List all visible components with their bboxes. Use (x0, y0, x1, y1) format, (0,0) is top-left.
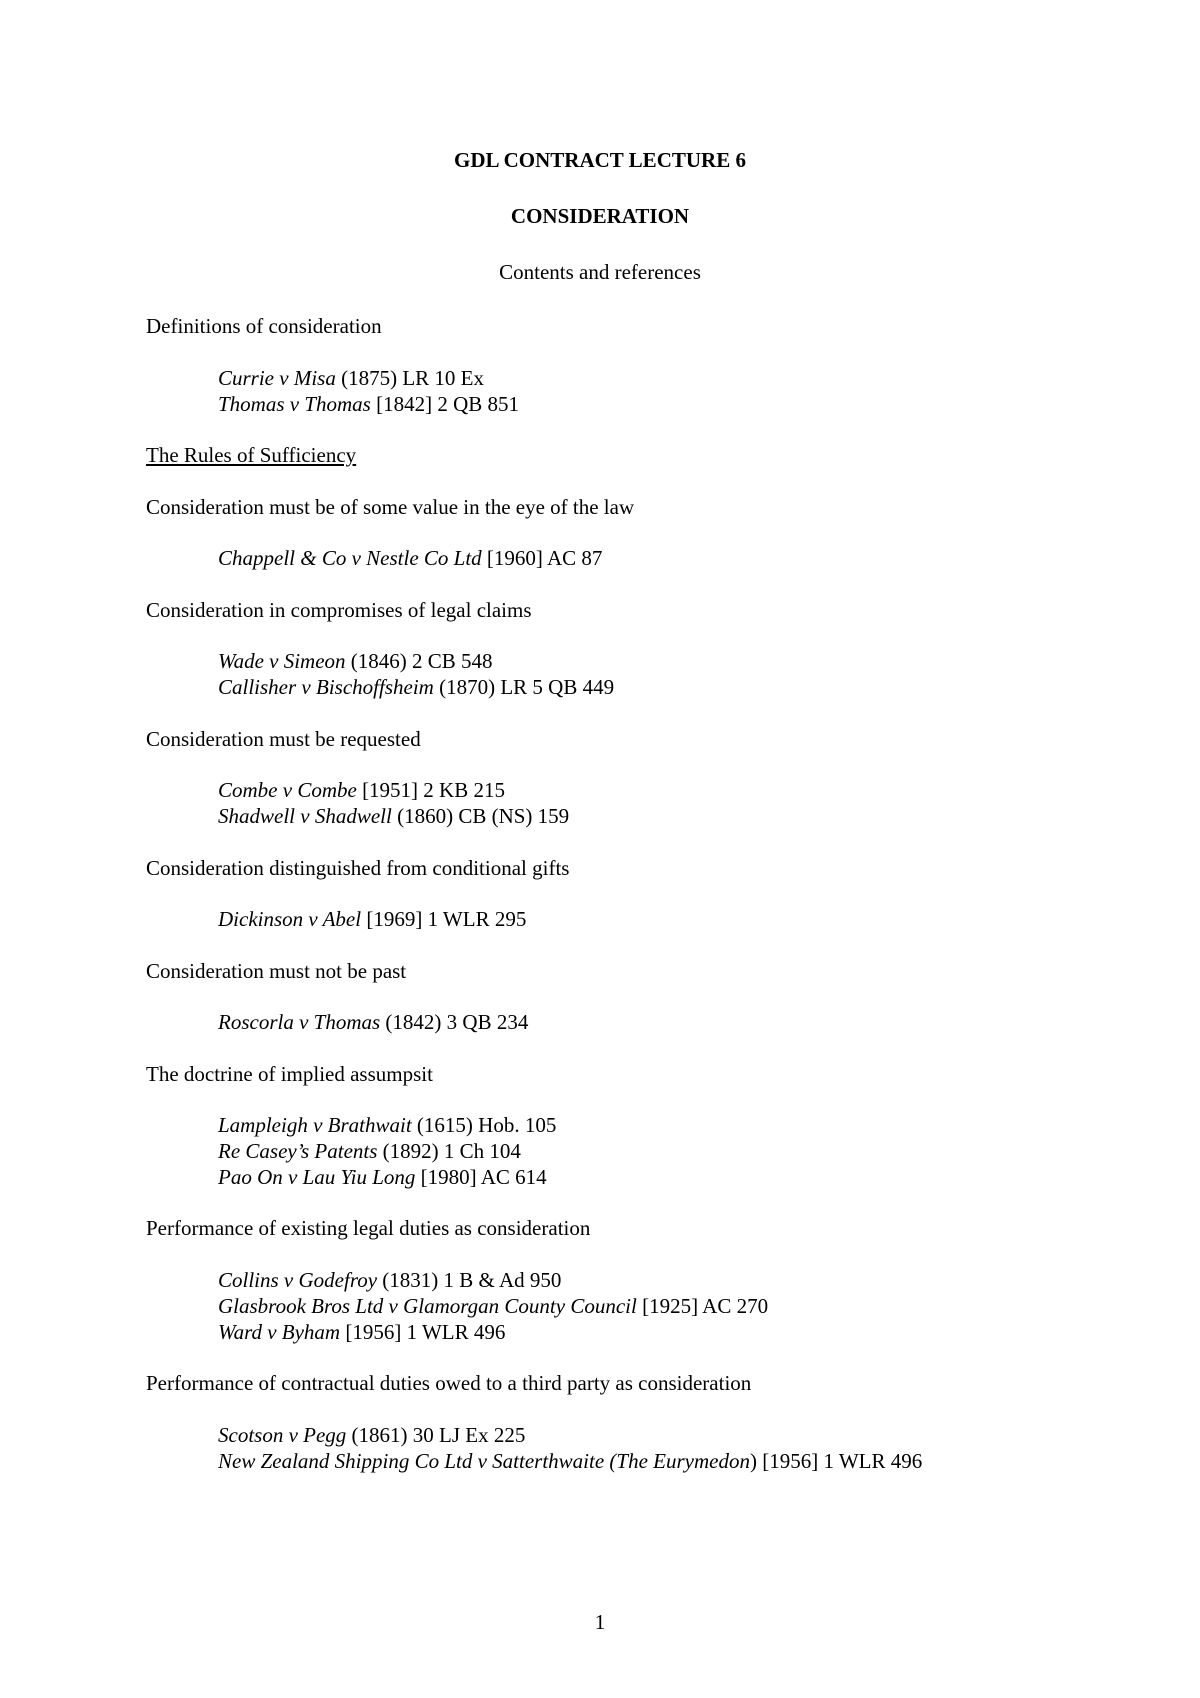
case-reference (218, 391, 519, 417)
section-heading-underlined: The Rules of Sufficiency (146, 443, 357, 467)
case-citation: (1615) Hob. 105 (411, 1113, 557, 1137)
case-citation: ) [1956] 1 WLR 496 (749, 1449, 923, 1473)
case-citation: [1956] 1 WLR 496 (340, 1320, 506, 1344)
case-reference (218, 674, 614, 700)
case-reference (218, 777, 505, 803)
case-name: Thomas v Thomas (218, 392, 371, 416)
case-name: Ward v Byham (218, 1320, 341, 1344)
document-subtitle: CONSIDERATION (510, 204, 690, 228)
case-name: Shadwell v Shadwell (218, 804, 392, 828)
section-heading: Definitions of consideration (146, 314, 382, 338)
case-name: Roscorla v Thomas (218, 1010, 381, 1034)
case-citation: [1969] 1 WLR 295 (361, 907, 527, 931)
case-reference (218, 1138, 521, 1164)
case-name: Scotson v Pegg (218, 1423, 347, 1447)
case-name: Re Casey’s Patents (218, 1139, 378, 1163)
section-heading: Consideration must be requested (146, 727, 421, 751)
case-citation: (1870) LR 5 QB 449 (433, 675, 615, 699)
section-heading: Performance of contractual duties owed to a third party as consideration (146, 1371, 752, 1395)
case-citation: (1831) 1 B & Ad 950 (377, 1268, 562, 1292)
case-reference (218, 1267, 561, 1293)
case-reference (218, 1164, 547, 1190)
document-title: GDL CONTRACT LECTURE 6 (454, 148, 746, 172)
section-heading: The doctrine of implied assumpsit (146, 1062, 433, 1086)
case-reference (218, 1319, 505, 1345)
section-heading: Consideration must be of some value in the eye of the law (146, 495, 635, 519)
section-heading: Consideration must not be past (146, 959, 407, 983)
case-citation: (1892) 1 Ch 104 (377, 1139, 521, 1163)
case-reference (218, 545, 602, 571)
case-citation: (1842) 3 QB 234 (380, 1010, 529, 1034)
case-citation: [1842] 2 QB 851 (370, 392, 520, 416)
case-name: New Zealand Shipping Co Ltd v Satterthwaite ( (218, 1449, 617, 1473)
section-heading: Consideration in compromises of legal claims (146, 598, 532, 622)
case-reference (218, 1112, 556, 1138)
section-heading: Performance of existing legal duties as consideration (146, 1216, 591, 1240)
case-alias: The Eurymedon (616, 1449, 750, 1473)
case-reference (218, 1422, 525, 1448)
case-reference (218, 803, 569, 829)
case-citation: (1846) 2 CB 548 (345, 649, 493, 673)
case-name: Glasbrook Bros Ltd v Glamorgan County Council (218, 1294, 637, 1318)
case-name: Callisher v Bischoffsheim (218, 675, 434, 699)
case-reference (218, 1009, 528, 1035)
case-reference (218, 906, 526, 932)
case-name: Collins v Godefroy (218, 1268, 378, 1292)
case-reference (218, 648, 493, 674)
case-citation: [1951] 2 KB 215 (356, 778, 505, 802)
contents-label: Contents and references (499, 260, 701, 284)
case-citation: [1980] AC 614 (415, 1165, 547, 1189)
case-reference (218, 365, 484, 391)
case-name: Pao On v Lau Yiu Long (218, 1165, 416, 1189)
case-reference (218, 1448, 922, 1474)
case-name: Wade v Simeon (218, 649, 346, 673)
case-name: Lampleigh v Brathwait (218, 1113, 412, 1137)
page-number: 1 (594, 1610, 606, 1634)
case-citation: [1960] AC 87 (481, 546, 603, 570)
section-heading: Consideration distinguished from conditional gifts (146, 856, 570, 880)
case-name: Dickinson v Abel (218, 907, 362, 931)
case-reference (218, 1293, 768, 1319)
case-citation: [1925] AC 270 (636, 1294, 769, 1318)
case-name: Combe v Combe (218, 778, 357, 802)
case-citation: (1861) 30 LJ Ex 225 (346, 1423, 526, 1447)
case-name: Currie v Misa (218, 366, 336, 390)
case-citation: (1875) LR 10 Ex (335, 366, 484, 390)
case-citation: (1860) CB (NS) 159 (391, 804, 570, 828)
case-name: Chappell & Co v Nestle Co Ltd (218, 546, 482, 570)
